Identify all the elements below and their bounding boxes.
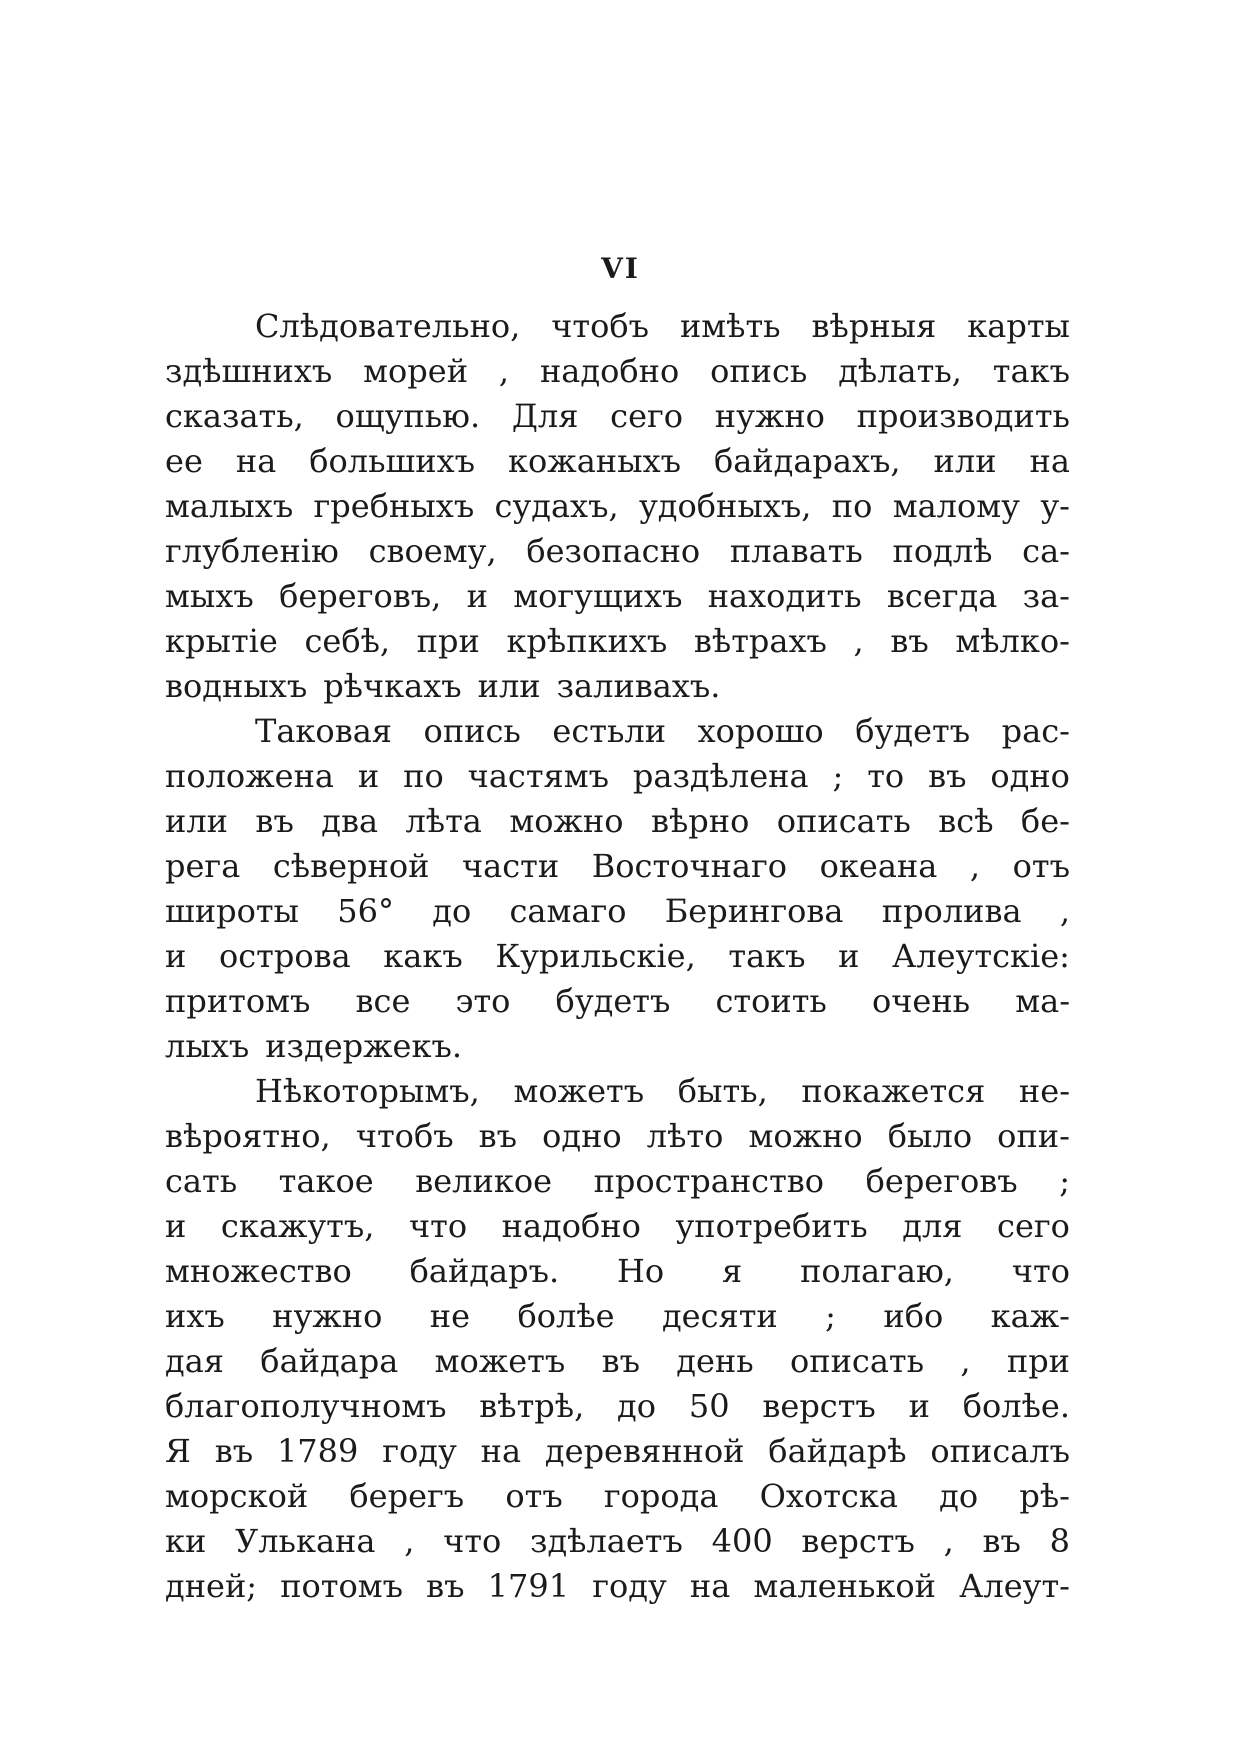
word: употребить (675, 1207, 868, 1245)
word: на (689, 1567, 731, 1605)
word: всѣ (938, 802, 994, 840)
word: карты (967, 307, 1070, 345)
text-line (165, 439, 1070, 484)
word: верстъ (801, 1522, 915, 1560)
word: каж- (990, 1297, 1070, 1335)
word: 8 (1049, 1522, 1070, 1560)
word: заливахъ. (556, 667, 721, 705)
word: производить (856, 397, 1070, 435)
word: большихъ (309, 442, 476, 480)
word: Алеутскіе: (892, 937, 1070, 975)
word: на (235, 442, 277, 480)
word: сказать, (165, 397, 304, 435)
word: году (592, 1567, 667, 1605)
word: Курильскіе, (495, 937, 696, 975)
word: вѣтрахъ (693, 622, 827, 660)
word: такъ (728, 937, 806, 975)
word: водныхъ (165, 667, 308, 705)
word: имѣть (679, 307, 781, 345)
word: вѣроятно, (165, 1117, 331, 1155)
word: въ (255, 802, 294, 840)
word: что (443, 1522, 502, 1560)
word: множество (165, 1252, 352, 1290)
word: части (462, 847, 560, 885)
word: глубленію (165, 532, 339, 570)
word: широты (165, 892, 299, 930)
word: лыхъ (165, 1027, 250, 1065)
word: ма- (1015, 982, 1070, 1020)
word: отъ (505, 1477, 563, 1515)
word: два (321, 802, 379, 840)
text-line (165, 889, 1070, 934)
word: въ (601, 1342, 640, 1380)
text-line (165, 1249, 1070, 1294)
word: ихъ (165, 1297, 225, 1335)
word: рѣчкахъ (323, 667, 462, 705)
word: великое (415, 1162, 553, 1200)
word: ; (1059, 1162, 1070, 1200)
word: такое (278, 1162, 374, 1200)
word: сего (997, 1207, 1070, 1245)
text-line (165, 1069, 1070, 1114)
word: до (432, 892, 472, 930)
word: крытіе (165, 622, 278, 660)
word: вѣрныя (811, 307, 937, 345)
word: будетъ (855, 712, 971, 750)
word: лѣто (646, 1117, 724, 1155)
word: хорошо (697, 712, 824, 750)
word: отъ (1012, 847, 1070, 885)
word: са- (1022, 532, 1070, 570)
word: въ (426, 1567, 465, 1605)
word: дней; (165, 1567, 258, 1605)
word: пролива (881, 892, 1022, 930)
text-line (165, 1114, 1070, 1159)
text-line (165, 709, 1070, 754)
word: береговъ, (279, 577, 442, 615)
word: малыхъ (165, 487, 294, 525)
word: одно (990, 757, 1070, 795)
word: частямъ (467, 757, 609, 795)
word: на (1029, 442, 1070, 480)
text-line (165, 304, 1070, 349)
word: чтобъ (551, 307, 650, 345)
word: берегъ (349, 1477, 465, 1515)
word: надобно (539, 352, 680, 390)
word: болѣе. (962, 1387, 1070, 1425)
word: Восточнаго (591, 847, 788, 885)
word: сѣверной (272, 847, 430, 885)
text-line (165, 1204, 1070, 1249)
word: Я (165, 1432, 191, 1470)
word: самаго (509, 892, 627, 930)
word: вѣрно (650, 802, 750, 840)
word: не (429, 1297, 471, 1335)
text-line (165, 349, 1070, 394)
word: Для (511, 397, 579, 435)
word: ее (165, 442, 203, 480)
word: , (969, 847, 981, 885)
word: описать (776, 802, 911, 840)
text-line (165, 1159, 1070, 1204)
word: въ (214, 1432, 254, 1470)
word: болѣе (517, 1297, 615, 1335)
word: будетъ (555, 982, 671, 1020)
word: нужно (714, 397, 825, 435)
word: надобно (501, 1207, 641, 1245)
word: Охотска (759, 1477, 898, 1515)
text-line (165, 1564, 1070, 1609)
word: деревянной (544, 1432, 745, 1470)
word: скажутъ, (220, 1207, 375, 1245)
word: береговъ (865, 1162, 1018, 1200)
word: , (1059, 892, 1070, 930)
word: для (902, 1207, 963, 1245)
page-number: VI (601, 252, 640, 285)
word: одно (542, 1117, 622, 1155)
word: верстъ (762, 1387, 876, 1425)
word: раздѣлена (632, 757, 809, 795)
text-line (165, 844, 1070, 889)
word: ощупью. (335, 397, 481, 435)
word: бе- (1020, 802, 1070, 840)
text-line (165, 1384, 1070, 1429)
word: пространство (593, 1162, 825, 1200)
word: крѣпкихъ (506, 622, 668, 660)
word: году (382, 1432, 457, 1470)
word: и (165, 937, 187, 975)
word: описалъ (930, 1432, 1070, 1470)
text-line (165, 484, 1070, 529)
word: мыхъ (165, 577, 254, 615)
text-line (165, 1294, 1070, 1339)
word: острова (218, 937, 351, 975)
text-line (165, 934, 1070, 979)
word: при (416, 622, 480, 660)
word: 50 (688, 1387, 730, 1425)
word: 1789 (276, 1432, 359, 1470)
word: 1791 (487, 1567, 570, 1605)
word: положена (165, 757, 334, 795)
text-line (165, 1024, 1070, 1069)
word: потомъ (280, 1567, 404, 1605)
word: Слѣдовательно, (255, 307, 521, 345)
word: морей (363, 352, 469, 390)
word: что (408, 1207, 468, 1245)
text-line (165, 619, 1070, 664)
word: , (498, 352, 510, 390)
word: Берингова (664, 892, 844, 930)
word: подлѣ (892, 532, 993, 570)
word: у- (1040, 487, 1070, 525)
word: что (1011, 1252, 1070, 1290)
word: въ (928, 757, 967, 795)
word: опи- (997, 1117, 1070, 1155)
word: полагаю, (800, 1252, 954, 1290)
word: десяти (661, 1297, 778, 1335)
word: покажется (801, 1072, 986, 1110)
word: въ (478, 1117, 518, 1155)
word: Нѣкоторымъ, (255, 1072, 480, 1110)
word: сего (610, 397, 684, 435)
text-line (165, 394, 1070, 439)
word: вѣтрѣ, (479, 1387, 585, 1425)
word: , (404, 1522, 415, 1560)
word: Улькана (235, 1522, 376, 1560)
word: или (933, 442, 997, 480)
word: плавать (729, 532, 863, 570)
word: такъ (992, 352, 1070, 390)
word: байдаръ. (409, 1252, 560, 1290)
body-text (165, 304, 1070, 1609)
word: все (355, 982, 411, 1020)
text-line (165, 1474, 1070, 1519)
word: въ (982, 1522, 1021, 1560)
word: ки (165, 1522, 207, 1560)
word: не- (1018, 1072, 1070, 1110)
word: здѣлаетъ (529, 1522, 683, 1560)
word: по (831, 487, 873, 525)
word: по (403, 757, 444, 795)
word: стоить (715, 982, 827, 1020)
word: очень (871, 982, 971, 1020)
word: гребныхъ (313, 487, 475, 525)
word: чтобъ (355, 1117, 454, 1155)
word: можетъ (513, 1072, 645, 1110)
word: 56° (337, 892, 394, 930)
word: опись (423, 712, 521, 750)
word: и (357, 757, 380, 795)
word: издержекъ. (265, 1027, 463, 1065)
word: при (1006, 1342, 1070, 1380)
word: и (908, 1387, 930, 1425)
text-line (165, 1519, 1070, 1564)
text-line (165, 529, 1070, 574)
word: находить (707, 577, 862, 615)
word: удобныхъ, (638, 487, 812, 525)
word: байдарѣ (768, 1432, 907, 1470)
word: сать (165, 1162, 238, 1200)
word: на (480, 1432, 522, 1470)
text-line (165, 1429, 1070, 1474)
word: малому (892, 487, 1020, 525)
word: и (838, 937, 860, 975)
word: я (722, 1252, 743, 1290)
word: нужно (272, 1297, 383, 1335)
word: дая (165, 1342, 224, 1380)
text-line (165, 754, 1070, 799)
word: день (676, 1342, 754, 1380)
text-line (165, 1339, 1070, 1384)
word: ибо (883, 1297, 944, 1335)
word: до (939, 1477, 979, 1515)
word: города (603, 1477, 719, 1515)
word: рега (165, 847, 241, 885)
word: байдара (260, 1342, 399, 1380)
word: и (466, 577, 488, 615)
word: описать (789, 1342, 925, 1380)
text-line (165, 979, 1070, 1024)
word: за- (1022, 577, 1070, 615)
word: здѣшнихъ (165, 352, 333, 390)
word: то (867, 757, 905, 795)
word: маленькой (753, 1567, 936, 1605)
word: безопасно (526, 532, 701, 570)
word: всегда (886, 577, 998, 615)
word: Но (616, 1252, 665, 1290)
word: можно (509, 802, 624, 840)
word: Алеут- (959, 1567, 1070, 1605)
word: кожаныхъ (508, 442, 681, 480)
word: Таковая (255, 712, 392, 750)
word: можно (748, 1117, 863, 1155)
word: себѣ, (304, 622, 391, 660)
word: притомъ (165, 982, 311, 1020)
word: океана (819, 847, 938, 885)
word: естьли (552, 712, 667, 750)
word: морской (165, 1477, 309, 1515)
word: какъ (383, 937, 463, 975)
word: судахъ, (494, 487, 619, 525)
word: дѣлать, (838, 352, 962, 390)
text-line (165, 799, 1070, 844)
word: до (617, 1387, 657, 1425)
text-line (165, 664, 1070, 709)
word: , (960, 1342, 971, 1380)
word: байдарахъ, (713, 442, 901, 480)
word: , (943, 1522, 954, 1560)
word: рас- (1001, 712, 1070, 750)
word: быть, (677, 1072, 768, 1110)
word: и (165, 1207, 187, 1245)
word: ; (825, 1297, 836, 1335)
word: или (477, 667, 541, 705)
word: ; (832, 757, 844, 795)
word: благополучномъ (165, 1387, 447, 1425)
word: опись (710, 352, 808, 390)
word: 400 (711, 1522, 773, 1560)
word: , (853, 622, 864, 660)
word: или (165, 802, 228, 840)
word: лѣта (405, 802, 482, 840)
word: своему, (368, 532, 497, 570)
word: рѣ- (1019, 1477, 1070, 1515)
word: это (455, 982, 511, 1020)
word: можетъ (434, 1342, 566, 1380)
word: въ (890, 622, 929, 660)
word: было (887, 1117, 973, 1155)
text-line (165, 574, 1070, 619)
word: мѣлко- (955, 622, 1070, 660)
word: могущихъ (513, 577, 683, 615)
